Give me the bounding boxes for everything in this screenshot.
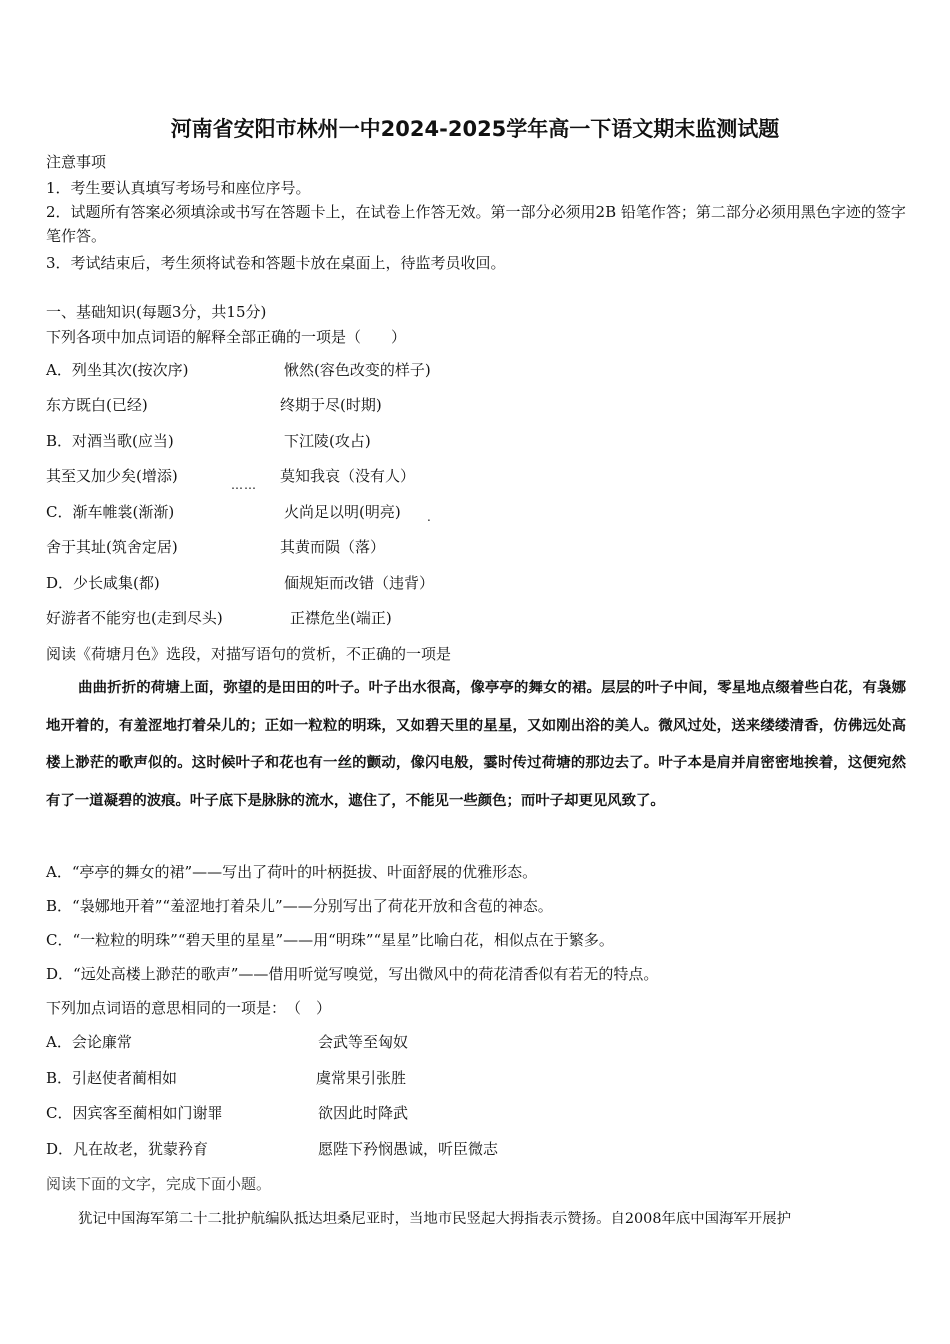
notice-heading: 注意事项 [46,153,107,171]
option-left: B．引赵使者蔺相如 [46,1069,178,1087]
option-left: B．对酒当歌(应当) [46,432,174,450]
option-right: 下江陵(攻占) [284,432,371,450]
reading-intro: 阅读下面的文字，完成下面小题。 [46,1175,272,1193]
option-left: A．会论廉常 [46,1033,132,1051]
question-stem: 阅读《荷塘月色》选段，对描写语句的赏析，不正确的一项是 [46,645,452,663]
section-heading: 一、基础知识(每题3分，共15分) [46,303,267,321]
option-right: 终期于尽(时期) [280,396,382,414]
notice-item: 1．考生要认真填写考场号和座位序号。 [46,179,311,197]
option-left: 其至又加少矣(增添) [46,467,178,485]
option-left: 好游者不能穷也(走到尽头) [46,609,223,627]
option: B．“袅娜地开着”“羞涩地打着朵儿”——分别写出了荷花开放和含苞的神态。 [46,897,553,915]
option-right: 愀然(容色改变的样子) [284,361,431,379]
option-left: D．少长咸集(都) [46,574,160,592]
page-title: 河南省安阳市林州一中2024-2025学年高一下语文期末监测试题 [170,117,780,141]
option-right: 火尚足以明(明亮) [284,503,401,521]
option-right: 愿陛下矜悯愚诚，听臣微志 [318,1140,499,1158]
option-right: 正襟危坐(端正) [290,609,392,627]
option-right: 虞常果引张胜 [316,1069,407,1087]
passage-text: 曲曲折折的荷塘上面，弥望的是田田的叶子。叶子出水很高，像亭亭的舞女的裙。层层的叶子中间，零星地点缀着些白花，有袅娜地开着的，有羞涩地打着朵儿的；正如一粒粒的明珠，又如碧天里的星星，又如刚出浴的美人。微风过处，送来缕缕清香，仿佛远处高楼上渺茫的歌声似的。这时候叶子和花也有一丝的颤动，像闪电般，霎时传过荷塘的那边去了。叶子本是肩并肩密密地挨着，这便宛然有了一道凝碧的波痕。叶子底下是脉脉的流水，遮住了，不能见一些颜色；而叶子却更见风致了。 [46,679,906,809]
option-right: 会武等至匈奴 [318,1033,409,1051]
option-left: C．渐车帷裳(渐渐) [46,503,175,521]
option-left: C．因宾客至蔺相如门谢罪 [46,1104,223,1122]
question-stem: 下列加点词语的意思相同的一项是： （ ） [46,999,332,1017]
option: C．“一粒粒的明珠”“碧天里的星星”——用“明珠”“星星”比喻白花，相似点在于繁多。 [46,931,614,949]
option-left: A．列坐其次(按次序) [46,361,189,379]
option-right: 其黄而陨（落） [280,538,386,556]
option: D．“远处高楼上渺茫的歌声”——借用听觉写嗅觉，写出微风中的荷花清香似有若无的特点。 [46,965,659,983]
reading-passage [46,669,906,819]
option-right: 莫知我哀（没有人） [280,467,416,485]
emphasis-dots: …… [231,478,257,492]
option-right: 偭规矩而改错（违背） [284,574,435,592]
notice-item: 2．试题所有答案必须填涂或书写在答题卡上，在试卷上作答无效。第一部分必须用2B 铅笔作答；第二部分必须用黑色字迹的签字笔作答。 [46,203,906,245]
notice-item: 3．考试结束后，考生须将试卷和答题卡放在桌面上，待监考员收回。 [46,254,506,272]
option-left: 东方既白(已经) [46,396,148,414]
option-left: 舍于其址(筑舍定居) [46,538,178,556]
emphasis-dot: . [427,510,431,524]
reading-text: 犹记中国海军第二十二批护航编队抵达坦桑尼亚时，当地市民竖起大拇指表示赞扬。自2008年底中国海军开展护 [78,1211,791,1227]
option-right: 欲因此时降武 [318,1104,409,1122]
option: A．“亭亭的舞女的裙”——写出了荷叶的叶柄挺拔、叶面舒展的优雅形态。 [46,863,538,881]
reading-first-line [46,1207,906,1228]
question-stem: 下列各项中加点词语的解释全部正确的一项是（ ） [46,328,407,346]
option-left: D．凡在故老，犹蒙矜育 [46,1140,209,1158]
